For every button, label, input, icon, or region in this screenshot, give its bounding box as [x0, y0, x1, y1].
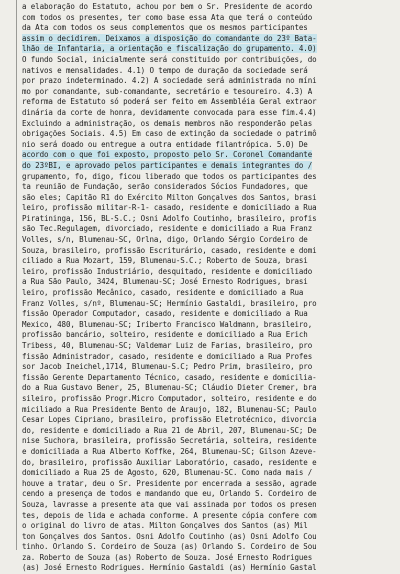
line-text: Cesar Lopes Cipriano, brasileiro, profissão Eletrotécnico, divorcia [22, 415, 317, 425]
document-body [22, 2, 398, 574]
line-text: sor Jacob Ineichel,1714, Blumenau-S.C; Pedro Prim, brasileiro, pro [22, 362, 313, 372]
document-line [22, 224, 398, 235]
line-text: ton Gonçalves dos Santos. Osni Adolfo Coutinho (as) Osni Adolfo Cou [22, 531, 317, 541]
document-line [22, 76, 398, 87]
line-text: do, brasileiro, profissão Auxiliar Laboratório, casado, residente e [22, 457, 317, 467]
line-text: nio será doado ou entregue a outra entidade filantrópica. 5.0) De [22, 139, 308, 149]
line-text: ciliado a Rua Mozart, 159, Blumenau-S.C.; Roberto de Souza, brasi [22, 256, 308, 266]
document-line [22, 447, 398, 458]
highlighted-text: acordo com o que foi exposto, proposto pelo Sr. Coronel Comandante [22, 150, 313, 160]
document-line [22, 394, 398, 405]
document-line [22, 55, 398, 66]
document-line [22, 246, 398, 257]
document-line [22, 87, 398, 98]
highlighted-text: lhão de Infantaria, a orientação e fiscalização do grupamento. 4.0) [22, 44, 317, 54]
line-text: ta reunião de Fundação, serão considerados Sócios Fundadores, que [22, 182, 308, 192]
line-text: Mexico, 480, Blumenau-SC; Iriberto Francisco Waldmann, brasileiro, [22, 319, 313, 329]
highlighted-text: do 23ºBI, e aprovado pelos participantes e demais integrantes do / [22, 160, 313, 170]
line-text: sileiro, profissão Progr.Micro Computador, solteiro, residente e do [22, 393, 317, 403]
document-line [22, 182, 398, 193]
line-text: (as) José Ernesto Rodrigues. Hermínio Gastaldi (as) Hermínio Gastal [22, 563, 317, 573]
document-line [22, 330, 398, 341]
document-line [22, 341, 398, 352]
document-line [22, 235, 398, 246]
document-line [22, 129, 398, 140]
line-text: tes, depois de lida e achada conforme. A presente cópia confere com [22, 510, 317, 520]
document-line [22, 511, 398, 522]
document-line [22, 34, 398, 45]
line-text: za. Roberto de Souza (as) Roberto de Souza. José Ernesto Rodrigues [22, 552, 313, 562]
document-line [22, 468, 398, 479]
document-line [22, 2, 398, 13]
line-text: a Rua São Paulo, 3424, Blumenau-SC; José Ernesto Rodrigues, brasi [22, 277, 308, 287]
document-line [22, 426, 398, 437]
line-text: grupamento, fo, digo, ficou liberado que todos os participantes des [22, 171, 317, 181]
line-text: são Tec.Regulagem, divorciado, residente e domiciliado a Rua Franz [22, 224, 313, 234]
line-text: do a Rua Gustavo Bener, 25, Blumenau-SC; Cláudio Dieter Cremer, bra [22, 383, 317, 393]
document-line [22, 66, 398, 77]
document-line [22, 277, 398, 288]
line-text: Excluindo a administração, os demais membros não responderão pelas [22, 118, 313, 128]
line-text: leiro, profissão militar-R-1- casado, residente e domiciliado a Rua [22, 203, 317, 213]
document-line [22, 108, 398, 119]
document-line [22, 553, 398, 564]
line-text: nise Suchora, brasileira, profissão Secretária, solteira, residente [22, 436, 317, 446]
line-text: obrigações Sociais. 4.5) Em caso de extinção da sociedade o patrimô [22, 129, 317, 139]
document-line [22, 320, 398, 331]
line-text: do, residente e domiciliado a Rua 21 de Abril, 207, Blumenau-SC; De [22, 425, 317, 435]
document-line [22, 119, 398, 130]
document-line [22, 479, 398, 490]
line-text: da Ata com todos os seus complementos que os mesmos participantes [22, 23, 308, 33]
margin-rule [16, 0, 17, 550]
document-line [22, 299, 398, 310]
line-text: leiro, profissão Mecânico, casado, residente e domiciliado a Rua [22, 288, 304, 298]
line-text: Piratininga, 156, BL-S.C.; Osni Adolfo Coutinho, brasileiro, profis [22, 213, 317, 223]
document-line [22, 500, 398, 511]
document-line [22, 563, 398, 574]
line-text: tinho. Orlando S. Cordeiro de Souza (as) Orlando S. Cordeiro de Sou [22, 542, 317, 552]
line-text: cendo a presença de todos e mandando que eu, Orlando S. Cordeiro de [22, 489, 317, 499]
document-line [22, 193, 398, 204]
line-text: nativos e mensalidades. 4.1) O tempo de duração da sociedade será [22, 65, 308, 75]
document-line [22, 172, 398, 183]
document-line [22, 521, 398, 532]
line-text: Souza, lavrasse a presente ata que vai assinada por todos os presen [22, 499, 317, 509]
document-line [22, 203, 398, 214]
document-line [22, 23, 398, 34]
line-text: com todos os presentes, ter como base essa Ata que terá o conteúdo [22, 12, 313, 22]
line-text: o original do livro de atas. Milton Gonçalves dos Santos (as) Mil [22, 521, 308, 531]
line-text: Volles, s/n, Blumenau-SC, Orlna, digo, Orlando Sérgio Cordeiro de [22, 235, 308, 245]
document-line [22, 288, 398, 299]
line-text: por prazo indeterminado. 4.2) A sociedade será administrada no míni [22, 76, 317, 86]
document-line [22, 373, 398, 384]
document-line [22, 415, 398, 426]
document-line [22, 256, 398, 267]
document-line [22, 150, 398, 161]
document-line [22, 13, 398, 24]
document-line [22, 489, 398, 500]
line-text: e domiciliada a Rua Alberto Koffke, 264, Blumenau-SC; Gilson Azeve- [22, 446, 317, 456]
document-line [22, 436, 398, 447]
line-text: Tribess, 40, Blumenau-SC; Valdemar Luiz de Farias, brasileiro, pro [22, 341, 313, 350]
document-line [22, 532, 398, 543]
line-text: a elaboração do Estatuto, achou por bem o Sr. Presidente de acordo [22, 2, 313, 11]
line-text: Franz Volles, s/nº, Blumenau-SC; Hermínio Gastaldi, brasileiro, pro [22, 298, 317, 308]
document-line [22, 309, 398, 320]
line-text: dinária da corte de honra, devidamente convocada para esse fim.4.4) [22, 107, 317, 117]
document-line [22, 214, 398, 225]
line-text: profissão bancário, solteiro, residente e domiciliado a Rua Erich [22, 330, 308, 340]
line-text: Souza, brasileiro, profissão Escriturário, casado, residente e domi [22, 245, 317, 255]
line-text: houve a tratar, deu o Sr. Presidente por encerrada a sessão, agrade [22, 478, 317, 488]
document-line [22, 362, 398, 373]
document-line [22, 405, 398, 416]
line-text: domiciliado a Rua 25 de Agosto, 620, Blumenau-SC. Como nada mais / [22, 468, 313, 478]
line-text: fissão Operador Computador, casado, residente e domiciliado a Rua [22, 309, 308, 319]
line-text: fissão Gerente Departamento Técnico, casado, residente e domicilia- [22, 372, 317, 382]
line-text: são eles; Capitão R1 do Exército Milton Gonçalves dos Santos, brasi [22, 192, 317, 202]
document-line [22, 542, 398, 553]
line-text: leiro, profissão Industriário, desquitado, residente e domiciliado [22, 266, 313, 276]
document-line [22, 44, 398, 55]
line-text: fissão Administrador, casado, residente e domiciliado a Rua Profes [22, 351, 313, 361]
line-text: mo por comandante, sub-comandante, secretário e tesoureiro. 4.3) A [22, 86, 313, 96]
line-text: O fundo Social, inicialmente será constituido por contribuições, do [22, 54, 317, 64]
line-text: reforma de Estatuto só poderá ser feito em Assembléia Geral extraor [22, 97, 317, 107]
line-text: miciliado a Rua Presidente Bento de Araujo, 182, Blumenau-SC; Paulo [22, 404, 317, 414]
document-line [22, 352, 398, 363]
document-line [22, 267, 398, 278]
highlighted-text: assim o decidirem. Deixamos a disposição do comandante do 23º Bata- [22, 33, 317, 43]
document-line [22, 140, 398, 151]
document-line [22, 458, 398, 469]
document-line [22, 161, 398, 172]
document-line [22, 383, 398, 394]
document-line [22, 97, 398, 108]
